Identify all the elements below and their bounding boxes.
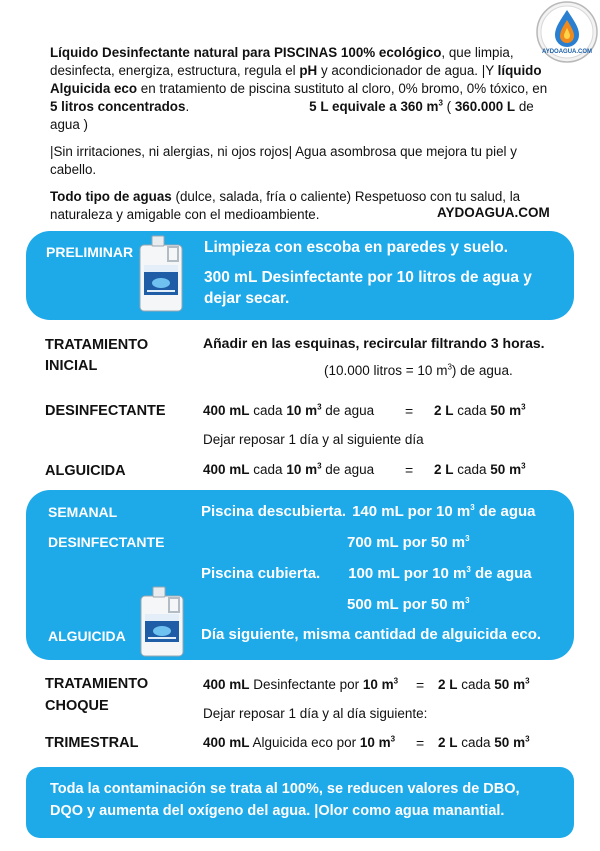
intro-paragraph-2: |Sin irritaciones, ni alergias, ni ojos rojos| Agua asombrosa que mejora tu piel y cabello.: [50, 144, 517, 177]
semanal-row-4: 500 mL por 50 $m^3$: [347, 596, 470, 613]
footer-text: Toda la contaminación se trata al 100%, se reducen valores de DBO, DQO y aumenta del oxígeno del agua. |Olor como agua manantial.: [50, 781, 520, 819]
site-name: AYDOAGUA.COM: [437, 205, 550, 220]
semanal-row-3: Piscina cubierta. 100 mL por 10 $m^3$ de agua: [201, 565, 532, 582]
desinfectante-equals: =: [405, 403, 414, 419]
tratamiento-inicial-line-2: (10.000 litros = 10 $m^3$) de agua.: [324, 362, 513, 378]
trimestral-equals: =: [416, 735, 425, 751]
desinfectante-dose-50: 2 L cada 50 $m^3$: [434, 402, 526, 418]
semanal-desinfectante-label: DESINFECTANTE: [48, 534, 165, 550]
choque-dose-50: 2 L cada 50 $m^3$: [438, 676, 530, 692]
product-jug-image: [138, 235, 184, 313]
desinfectante-dose: 400 mL cada 10 $m^3$ de agua: [203, 402, 375, 418]
preliminar-box: [26, 231, 574, 320]
preliminar-label: PRELIMINAR: [46, 244, 134, 260]
alguicida-label: ALGUICIDA: [45, 463, 126, 479]
intro-title: Líquido Desinfectante natural para PISCINAS 100% ecológico: [50, 45, 442, 60]
tratamiento-choque-label: TRATAMIENTO CHOQUE: [45, 676, 149, 714]
semanal-box: [26, 490, 574, 660]
choque-note: Dejar reposar 1 día y al día siguiente:: [203, 706, 428, 721]
tratamiento-inicial-line-1: Añadir en las esquinas, recircular filtrando 3 horas.: [203, 335, 545, 351]
alguicida-dose: 400 mL cada 10 $m^3$ de agua: [203, 461, 375, 477]
alguicida-equals: =: [405, 462, 414, 478]
logo-text: AYDOAGUA.COM: [541, 49, 593, 55]
tratamiento-inicial-label: TRATAMIENTO INICIAL: [45, 337, 149, 374]
alguicida-dose-50: 2 L cada 50 $m^3$: [434, 461, 526, 477]
preliminar-line-2: 300 mL Desinfectante por 10 litros de agua y dejar secar.: [204, 269, 532, 307]
preliminar-line-1: Limpieza con escoba en paredes y suelo.: [204, 239, 509, 256]
trimestral-dose: 400 mL Alguicida eco por 10 $m^3$: [203, 734, 396, 750]
trimestral-label: TRIMESTRAL: [45, 735, 139, 751]
semanal-row-1: Piscina descubierta. 140 mL por 10 $m^3$ de agua: [201, 503, 536, 520]
equivalence: 5 L equivale a 360 m: [309, 99, 439, 114]
semanal-label: SEMANAL: [48, 504, 118, 520]
choque-dose: 400 mL Desinfectante por 10 $m^3$: [203, 676, 399, 692]
trimestral-dose-50: 2 L cada 50 $m^3$: [438, 734, 530, 750]
desinfectante-label: DESINFECTANTE: [45, 403, 166, 419]
product-jug-image: [138, 586, 186, 658]
intro-paragraph-3: Todo tipo de aguas (dulce, salada, fría o caliente) Respetuoso con tu salud, la naturaleza y amigable con el medioambiente.: [50, 189, 521, 222]
intro: [50, 44, 552, 224]
semanal-alguicida-label: ALGUICIDA: [48, 628, 126, 644]
desinfectante-note: Dejar reposar 1 día y al siguiente día: [203, 432, 424, 447]
choque-equals: =: [416, 677, 425, 693]
semanal-row-2: 700 mL por 50 $m^3$: [347, 534, 470, 551]
footer-box: [26, 767, 574, 838]
intro-paragraph-1: Líquido Desinfectante natural para PISCINAS 100% ecológico, que limpia, desinfecta, energiza, estructura, regula el pH y acondicionador de agua. |Y líquido Alguicida eco en tratamiento de piscina sustituto al cloro, 0% bromo, 0% tóxico, en 5 litros concentrados. 5 L equivale a 360 $m^3$ ( 360.000 L de agua ): [50, 45, 548, 132]
semanal-row-5: Día siguiente, misma cantidad de alguicida eco.: [201, 626, 542, 643]
